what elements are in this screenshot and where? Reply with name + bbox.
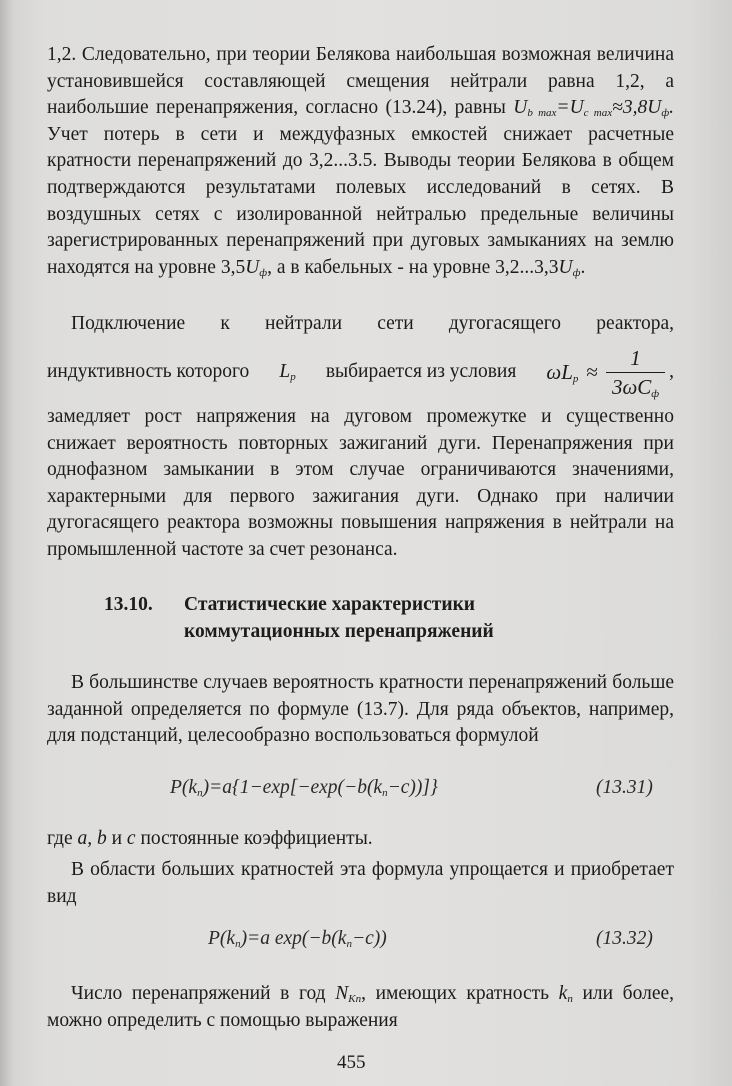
book-gutter-shadow (0, 0, 14, 1086)
formula-13-32: $P(k_n)=a$ $\exp(-b(k_n-c))$ (208, 928, 387, 950)
paragraph-simplification: В области больших кратностей эта формула упрощается и приобретает вид (47, 859, 674, 907)
paragraph-text: , а в кабельных - на уровне 3,2...3,3 (267, 256, 559, 278)
paragraph-text: 1,2. Следовательно, при теории Белякова наибольшая возможная величина установившейся составляющей смещения нейтрали равна 1,2, а наибольшие перенапряжения, согласно (13.24), равны (47, 44, 674, 119)
paragraph-reactor-effect: замедляет рост напряжения на дуговом промежутке и существенно снижает вероятность повторных зажиганий дуги. Перенапряжения при однофазном замыкании в этом случае ограничиваются значениями, характерными для первого зажигания дуги. Однако при наличии дугогасящего реактора возможны повышения напряжения в нейтрали на промышленной частоте за счет резонанса. (47, 406, 674, 560)
formula-inline-lp: $L_p$ (279, 361, 296, 384)
formula-13-31: $P(k_n)=a\{1-\exp[-\exp(-b(k_n-c))]\}$ (170, 777, 438, 799)
section-number: 13.10. (104, 594, 153, 615)
formula-inline-uf: $U_ф$ (245, 256, 268, 279)
equation-number: (13.31) (596, 777, 653, 798)
formula-inline-ub: $U_{b max}=U_{c max}\approx 3,8U_ф$. (513, 97, 674, 120)
paragraph-belyakov-theory: 1,2. Следовательно, при теории Белякова наибольшая возможная величина установившейся составляющей смещения нейтрали равна 1,2, а наибольшие перенапряжения, согласно (13.24), равны $U_{b max}=U_{c max}\approx 3,8U_ф$. Учет потерь в сети и междуфазных емкостей снижает расчетные кратности перенапряжений до 3,2...3.5. Выводы теории Белякова в общем подтверждаются результатами полевых исследований в сетях. В воздушных сетях с изолированной нейтралью предельные величины зарегистрированных перенапряжений при дуговых замыканиях на землю находятся на уровне $3,5U_ф$, а в кабельных - на уровне $3,2...3,3U_ф$. (47, 44, 674, 279)
paragraph-line-with-fraction: индуктивность которого $L_p$ выбирается из условия $\omega L_p$ ≈ $\frac{1}{3\omega C_ф}$ , (47, 346, 674, 401)
paragraph-reactor (47, 311, 674, 408)
paragraph-count-per-year: Число перенапряжений в год $N_{Kn}$, имеющих кратность $k_n$ или более, можно определить с помощью выражения (47, 983, 675, 1031)
formula-reactor-condition: $\omega L_p$ ≈ $\frac{1}{3\omega C_ф}$ , (546, 346, 674, 401)
formula-inline-uf: $U_ф$ (558, 256, 581, 279)
paragraph-coefficients: где a, b и c постоянные коэффициенты. (47, 828, 373, 849)
page-number: 455 (337, 1052, 366, 1073)
paragraph-text: Учет потерь в сети и междуфазных емкостей снижает расчетные кратности перенапряжений до 3,2...3.5. Выводы теории Белякова в общем подтверждаются результатами полевых исследований в сетях. В воздушных сетях с изолированной нейтралью предельные величины зарегистрированных перенапряжений при дуговых замыканиях на землю находятся на уровне 3,5 (47, 123, 674, 278)
section-title: Статистические характеристики коммутационных перенапряжений (184, 594, 494, 642)
fraction: $\frac{1}{3\omega C_ф}$ (606, 344, 665, 401)
paragraph-probability: В большинстве случаев вероятность кратности перенапряжений больше заданной определяется по формуле (13.7). Для ряда объектов, например, для подстанций, целесообразно воспользоваться формулой (47, 672, 674, 747)
equation-number: (13.32) (596, 928, 653, 949)
paragraph-line: Подключение к нейтрали сети дугогасящего реактора, (71, 313, 674, 334)
